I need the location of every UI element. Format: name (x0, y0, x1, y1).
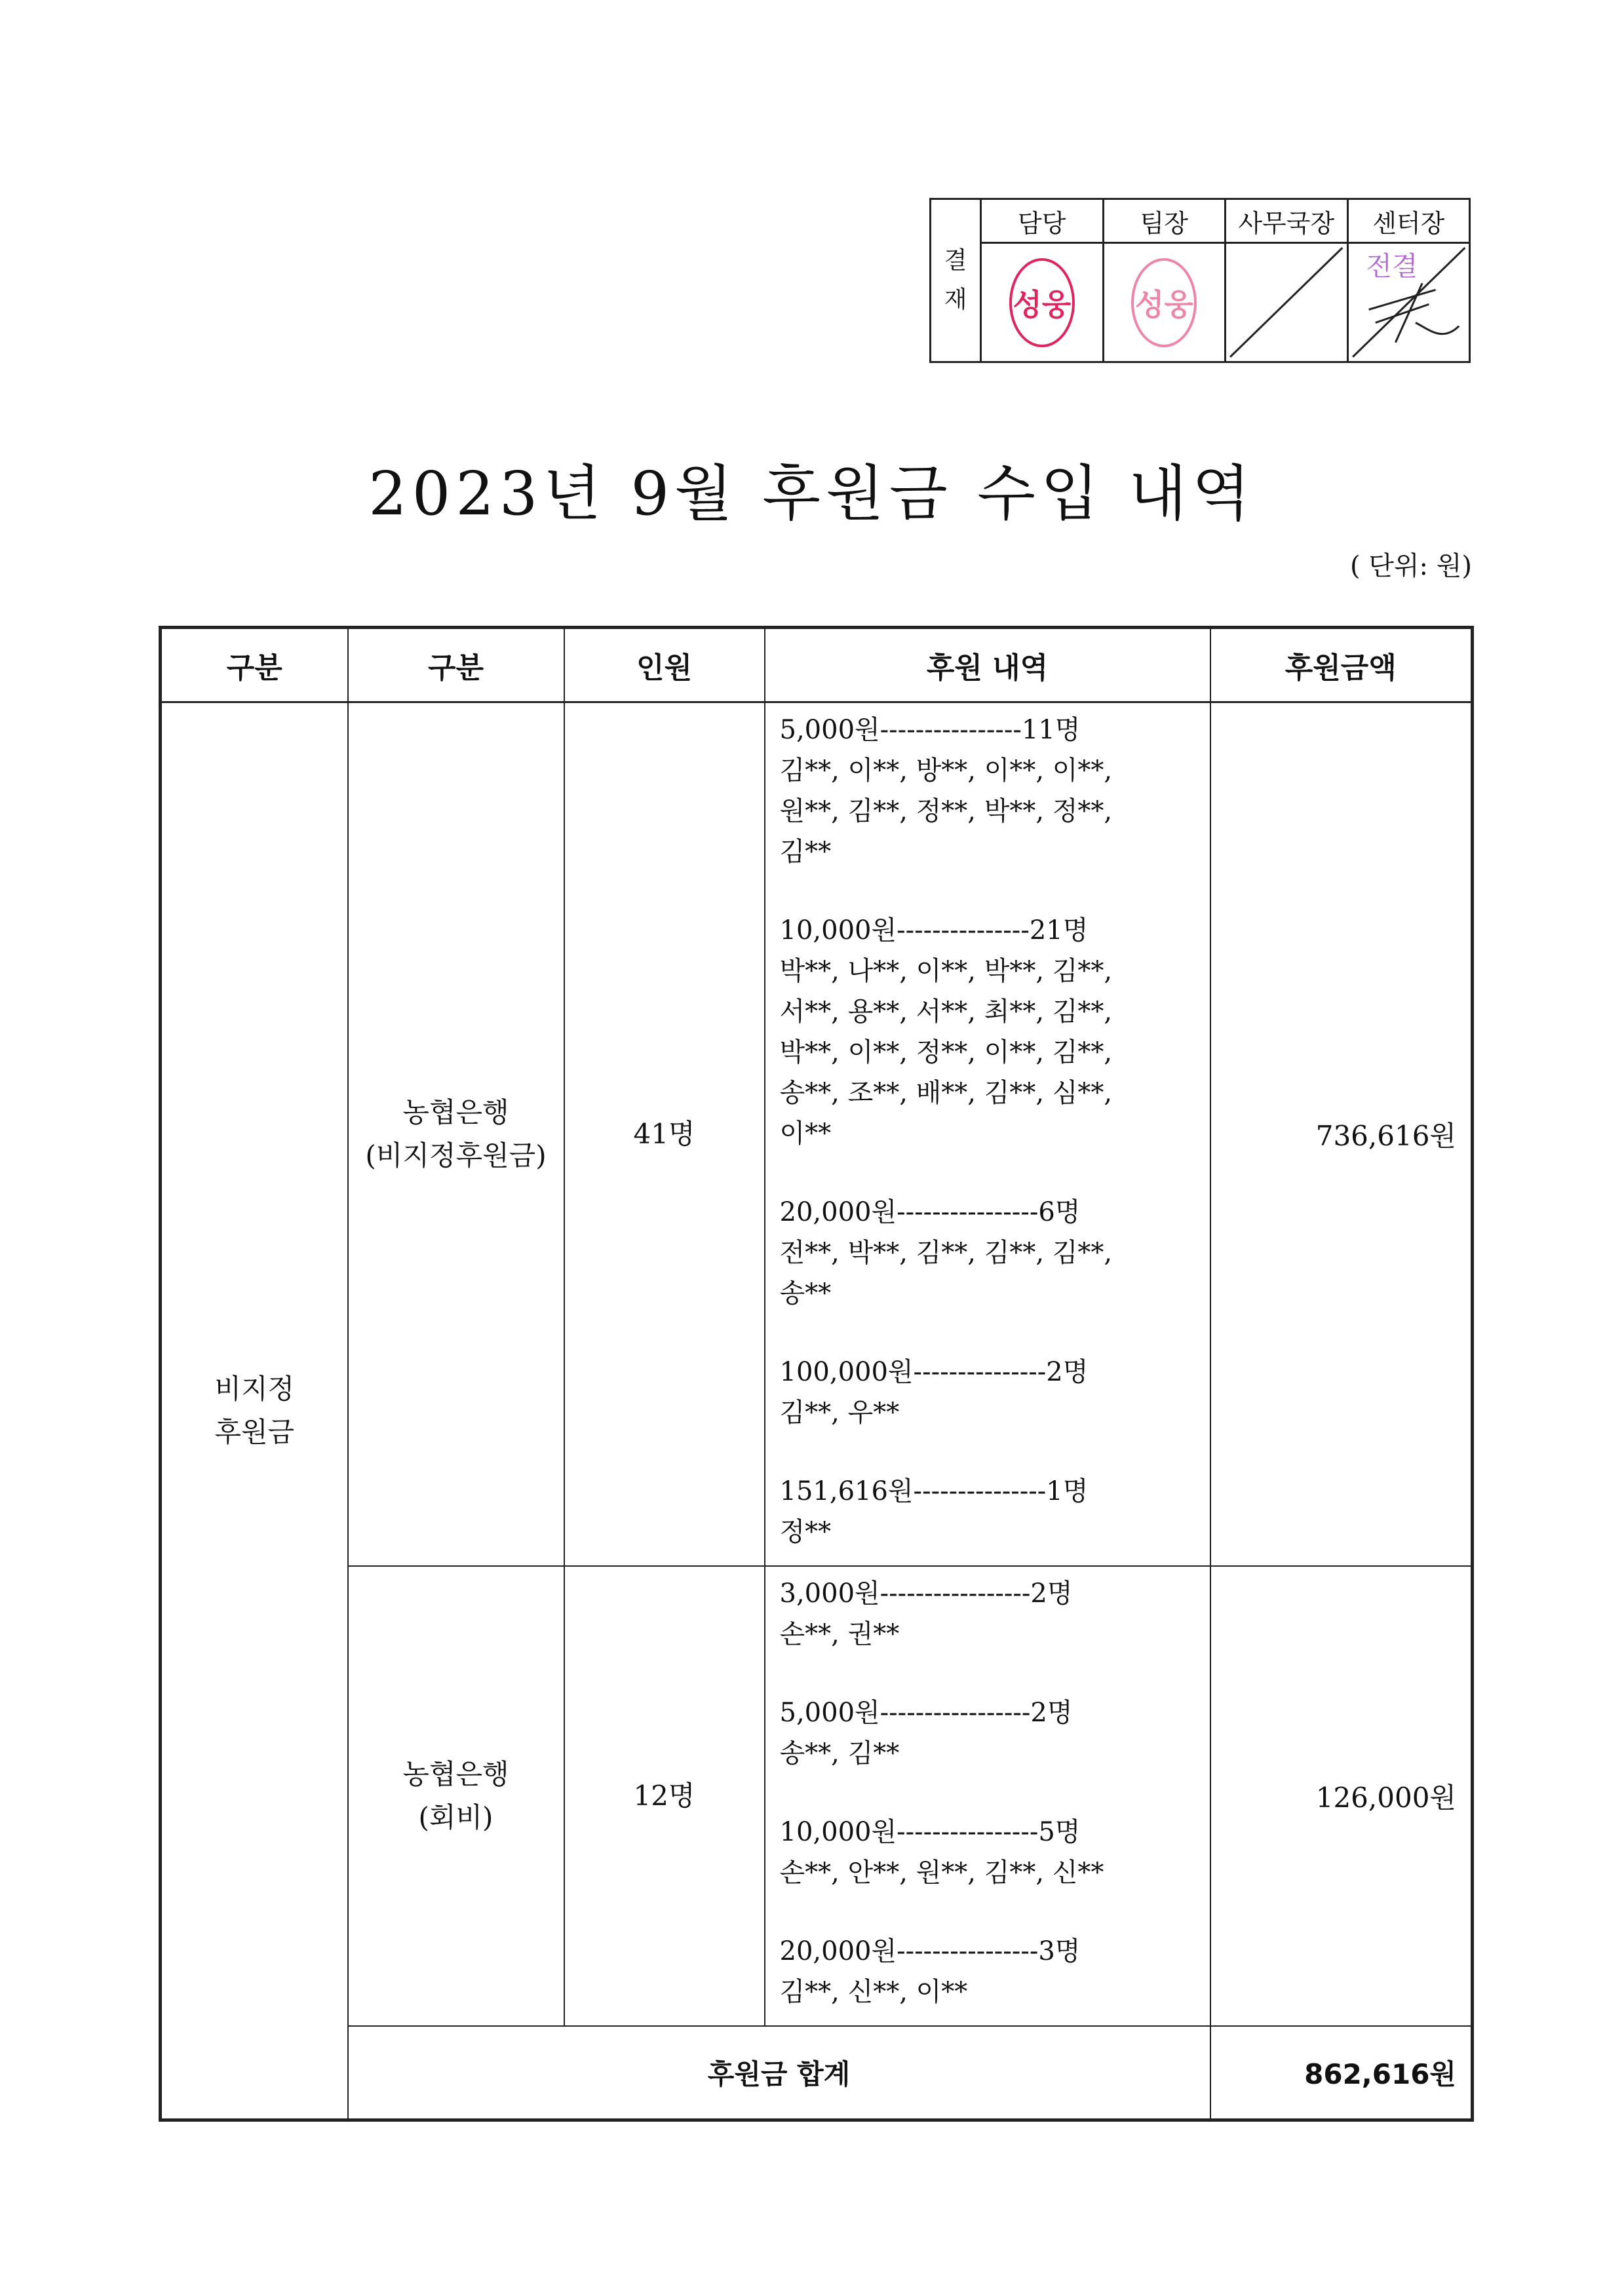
text-line: 손**, 안**, 원**, 김**, 신** (779, 1858, 1104, 1888)
donation-group (780, 1931, 1195, 2012)
text-line: 비지정 (214, 1373, 295, 1405)
donation-amount-line: 20,000원----------------6명 (779, 1197, 1081, 1227)
total-label: 후원금 합계 (348, 2026, 1210, 2120)
table-row (161, 702, 1473, 1567)
text-line: 결 (944, 247, 967, 274)
donation-group (780, 1693, 1195, 1774)
donation-amount-line: 3,000원-----------------2명 (779, 1578, 1073, 1609)
approval-sign-secretary-general (1226, 243, 1348, 362)
text-line: 재 (944, 286, 967, 313)
amount-cell: 126,000원 (1210, 1566, 1473, 2026)
count-cell: 12명 (564, 1566, 765, 2026)
text-line: 이** (779, 1119, 832, 1149)
column-header-amount: 후원금액 (1210, 628, 1473, 702)
category-cell (161, 702, 348, 2120)
donation-group (780, 1192, 1195, 1314)
donor-names (780, 951, 1195, 1154)
donation-group (780, 910, 1195, 1154)
text-line: 후원금 (214, 1416, 295, 1448)
donor-names (780, 1733, 1195, 1774)
text-line: 송** (779, 1278, 832, 1309)
text-line: 농협은행 (402, 1758, 509, 1790)
text-line: (비지정후원금) (365, 1139, 547, 1172)
donor-names (780, 750, 1195, 872)
approval-sign-staff (981, 243, 1104, 362)
seal-stamp: 성웅 (1009, 258, 1075, 347)
count-cell: 41명 (564, 702, 765, 1567)
subcategory-cell (348, 702, 564, 1567)
text-line: 김**, 우** (779, 1398, 900, 1428)
donation-amount-line: 10,000원---------------21명 (779, 915, 1089, 946)
donation-amount-line: 10,000원----------------5명 (779, 1817, 1081, 1847)
donation-table (159, 626, 1474, 2122)
delegated-approval-stamp: 전결 (1366, 250, 1418, 282)
approval-header-team-lead: 팀장 (1103, 199, 1226, 243)
table-row (161, 1566, 1473, 2026)
text-line: 정** (779, 1517, 832, 1547)
approval-sign-center-director (1347, 243, 1470, 362)
approval-header-secretary-general: 사무국장 (1226, 199, 1348, 243)
signature-icon (1349, 244, 1469, 361)
text-line: 김** (779, 837, 832, 867)
text-line: 송**, 김** (779, 1738, 900, 1769)
text-line: 손**, 권** (779, 1619, 900, 1649)
total-amount: 862,616원 (1210, 2026, 1473, 2120)
text-line: 김**, 신**, 이** (779, 1977, 968, 2007)
donation-amount-line: 151,616원---------------1명 (779, 1476, 1089, 1506)
text-line: (회비) (418, 1801, 493, 1833)
donation-amount-line: 5,000원-----------------2명 (779, 1698, 1073, 1728)
text-line: 박**, 이**, 정**, 이**, 김**, (779, 1037, 1113, 1067)
text-line: 원**, 김**, 정**, 박**, 정**, (779, 796, 1113, 826)
donation-group (780, 1352, 1195, 1433)
details-cell (765, 1566, 1210, 2026)
donor-names (780, 1614, 1195, 1655)
donation-group (780, 1812, 1195, 1893)
donation-amount-line: 20,000원----------------3명 (779, 1936, 1081, 1966)
donor-names (780, 1972, 1195, 2012)
text-line: 박**, 나**, 이**, 박**, 김**, (779, 956, 1113, 986)
approval-label (931, 199, 981, 362)
donor-names (780, 1852, 1195, 1893)
unit-note: ( 단위: 원) (1349, 551, 1472, 581)
donor-names (780, 1512, 1195, 1552)
donation-amount-line: 100,000원---------------2명 (779, 1357, 1089, 1387)
subcategory-cell (348, 1566, 564, 2026)
approval-header-staff: 담당 (981, 199, 1104, 243)
text-line: 송**, 조**, 배**, 김**, 심**, (779, 1078, 1113, 1108)
amount-cell: 736,616원 (1210, 702, 1473, 1567)
approval-box (929, 198, 1471, 363)
donor-names (780, 1233, 1195, 1314)
total-row (161, 2026, 1473, 2120)
text-line: 농협은행 (402, 1096, 509, 1128)
seal-stamp: 성웅 (1131, 258, 1197, 347)
text-line: 전**, 박**, 김**, 김**, 김**, (779, 1238, 1113, 1268)
page-title: 2023년 9월 후원금 수입 내역 (368, 459, 1256, 529)
column-header-count: 인원 (564, 628, 765, 702)
column-header-details: 후원 내역 (765, 628, 1210, 702)
details-cell (765, 702, 1210, 1567)
donation-group (780, 710, 1195, 872)
diagonal-slash-icon (1226, 244, 1347, 361)
text-line: 서**, 용**, 서**, 최**, 김**, (779, 997, 1113, 1027)
approval-header-center-director: 센터장 (1347, 199, 1470, 243)
donation-group (780, 1471, 1195, 1552)
text-line: 김**, 이**, 방**, 이**, 이**, (779, 756, 1113, 786)
table-header-row (161, 628, 1473, 702)
donation-amount-line: 5,000원----------------11명 (779, 715, 1081, 745)
donation-group (780, 1573, 1195, 1655)
column-header-subcategory: 구분 (348, 628, 564, 702)
column-header-category: 구분 (161, 628, 348, 702)
donor-names (780, 1392, 1195, 1433)
approval-sign-team-lead (1103, 243, 1226, 362)
